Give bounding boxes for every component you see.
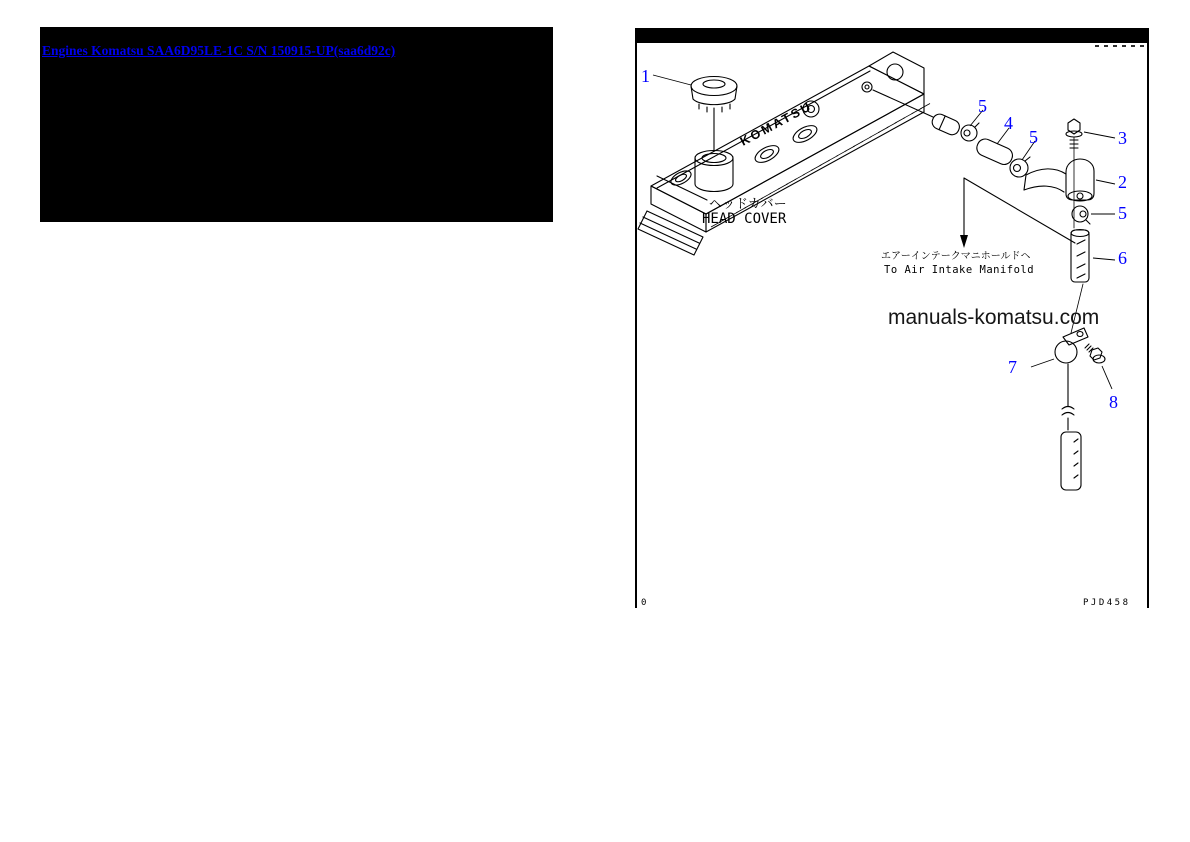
figure-code: PJD458 xyxy=(1083,598,1131,608)
part-label-1[interactable]: 1 xyxy=(641,66,650,86)
drain-tube-upper xyxy=(1071,230,1089,283)
header-banner xyxy=(40,27,553,222)
engine-model-link[interactable]: Engines Komatsu SAA6D95LE-1C S/N 150915-UP(saa6d92c) xyxy=(42,43,396,58)
head-cover-label-jp: ヘッドカバー xyxy=(709,197,787,212)
part-label-5c[interactable]: 5 xyxy=(1118,203,1127,223)
intake-callout-en: To Air Intake Manifold xyxy=(884,264,1035,276)
oil-filler-cap xyxy=(691,77,737,114)
part-label-6[interactable]: 6 xyxy=(1118,248,1127,268)
breather-hose xyxy=(974,136,1015,167)
part-label-2[interactable]: 2 xyxy=(1118,172,1127,192)
part-label-5b[interactable]: 5 xyxy=(1029,127,1038,147)
parts-diagram-drawing xyxy=(637,28,1147,608)
part-label-3[interactable]: 3 xyxy=(1118,128,1127,148)
drain-tube-lower xyxy=(1061,432,1081,490)
watermark-text: manuals-komatsu.com xyxy=(888,306,1100,329)
intake-callout-jp: エアーインテークマニホールドヘ xyxy=(881,251,1031,262)
part-label-8[interactable]: 8 xyxy=(1109,392,1118,412)
head-cover-label-en: HEAD COVER xyxy=(702,211,787,227)
part-label-7[interactable]: 7 xyxy=(1008,357,1017,377)
sheet-number: 0 xyxy=(641,598,647,608)
elbow-connector xyxy=(1066,159,1094,201)
breather-tube-piece xyxy=(930,112,962,137)
embossed-brand-text: KOMATSU xyxy=(737,98,815,149)
hose-clamp-lower xyxy=(1072,206,1090,224)
part-label-4[interactable]: 4 xyxy=(1004,113,1013,133)
arrow-down-icon xyxy=(960,235,968,248)
clamp-bracket xyxy=(1055,328,1088,363)
parts-diagram-panel xyxy=(635,28,1149,608)
bolt-8 xyxy=(1085,344,1105,363)
part-label-5a[interactable]: 5 xyxy=(978,96,987,116)
